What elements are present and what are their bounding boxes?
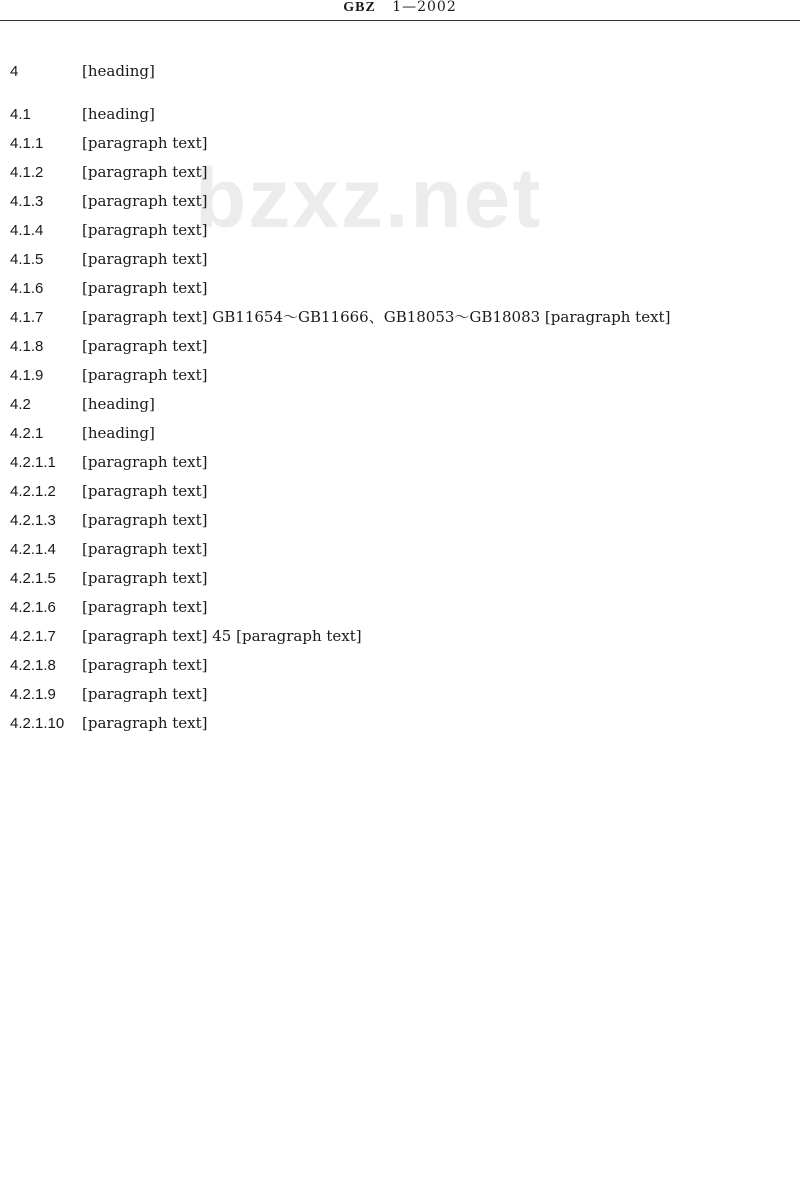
clause-text: [paragraph text] [82,163,208,181]
clause-line [10,361,792,390]
clause-text: [heading] [82,424,155,442]
clause-number: 4.1.8 [10,338,44,355]
clause-text: [paragraph text] [82,598,208,616]
clause-text: [heading] [82,62,155,80]
clause-line [10,332,792,361]
clause-text: [paragraph text] [82,685,208,703]
clause-line [10,593,792,622]
standard-code: GBZ [343,0,376,15]
clause-line [10,506,792,535]
clause-text: [heading] [82,105,155,123]
clause-text: [paragraph text] [82,134,208,152]
clause-number: 4.1 [10,106,31,123]
clause-text: [paragraph text] [82,250,208,268]
clause-number: 4.2.1.8 [10,657,56,674]
clause-number: 4.2.1.3 [10,512,56,529]
clause-text: [paragraph text] [82,482,208,500]
clause-text: [paragraph text] GB11654～GB11666、GB18053～GB18083 [paragraph text] [82,308,671,326]
clause-text: [paragraph text] [82,540,208,558]
clause-line [10,709,792,738]
clause-number: 4.2.1.2 [10,483,56,500]
clause-line [10,448,792,477]
document-body [10,56,792,738]
clause-line [10,564,792,593]
clause-line [10,303,792,332]
clause-number: 4.1.4 [10,222,44,239]
clause-number: 4.2.1.9 [10,686,56,703]
clause-line [10,680,792,709]
clause-number: 4.1.9 [10,367,44,384]
clause-number: 4.1.1 [10,135,44,152]
clause-number: 4.1.5 [10,251,44,268]
clause-line [10,187,792,216]
clause-text: [paragraph text] [82,569,208,587]
clause-text: [paragraph text] [82,511,208,529]
clause-line [10,245,792,274]
clause-number: 4 [10,63,19,80]
clause-number: 4.2.1.7 [10,628,56,645]
clause-line [10,477,792,506]
clause-text: [paragraph text] [82,337,208,355]
section-heading [10,56,792,100]
clause-number: 4.2 [10,396,31,413]
clause-text: [heading] [82,395,155,413]
clause-number: 4.1.3 [10,193,44,210]
clause-text: [paragraph text] [82,192,208,210]
clause-text: [paragraph text] [82,366,208,384]
clause-line [10,100,792,129]
clause-number: 4.2.1.4 [10,541,56,558]
clause-line [10,622,792,651]
clause-text: [paragraph text] 45 [paragraph text] [82,627,362,645]
clause-number: 4.2.1.5 [10,570,56,587]
clause-text: [paragraph text] [82,656,208,674]
clause-line [10,651,792,680]
page-header [0,0,800,22]
clause-text: [paragraph text] [82,279,208,297]
clause-line [10,158,792,187]
header-divider [0,20,800,21]
clause-number: 4.1.7 [10,309,44,326]
clause-line [10,419,792,448]
clause-number: 4.1.2 [10,164,44,181]
clause-line [10,129,792,158]
clause-text: [paragraph text] [82,714,208,732]
clause-number: 4.1.6 [10,280,44,297]
clause-line [10,535,792,564]
clause-text: [paragraph text] [82,453,208,471]
clause-text: [paragraph text] [82,221,208,239]
clause-number: 4.2.1.1 [10,454,56,471]
clause-line [10,274,792,303]
watermark: bzxz.net [195,151,543,245]
standard-number: 1—2002 [392,0,457,15]
clause-line [10,390,792,419]
clause-number: 4.2.1 [10,425,44,442]
clause-number: 4.2.1.6 [10,599,56,616]
clause-line [10,216,792,245]
clause-number: 4.2.1.10 [10,715,65,732]
